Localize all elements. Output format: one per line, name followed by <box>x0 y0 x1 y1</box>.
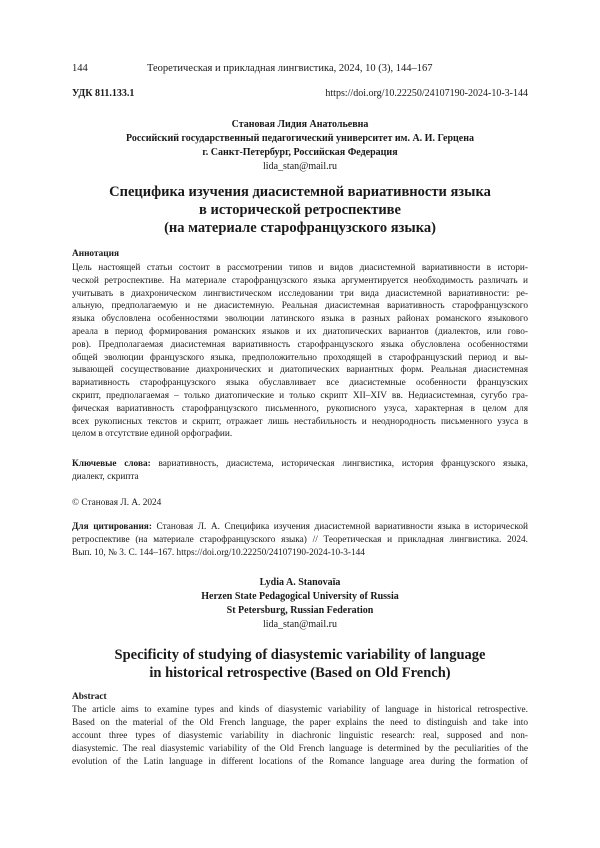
affiliation-ru: Российский государственный педагогический университет им. А. И. Герцена <box>125 133 475 144</box>
abstract-line: альную, предполагаемую и не диасистемную. Реальная диасистемная вариативность старофранцузского <box>72 301 528 312</box>
keywords-ru <box>72 458 528 484</box>
location-en: St Petersburg, Russian Federation <box>226 605 374 616</box>
title-ru-line: в исторической ретроспективе <box>199 202 401 218</box>
abstract-line: evolution of the Latin language in different locations of the Romance language area during the formation of <box>72 757 528 767</box>
abstract-ru-text <box>72 262 528 441</box>
citation-text: Становая Л. А. Специфика изучения диасистемной вариативности языка в исторической <box>156 522 528 532</box>
abstract-line: фическая вариативность старофранцузского письменного, рукописного узуса, характерная в целом для <box>72 403 528 414</box>
keywords-label: Ключевые слова: <box>72 459 151 469</box>
abstract-en-text <box>72 704 528 769</box>
udc-code: УДК 811.133.1 <box>72 88 135 99</box>
abstract-line: общей эволюции французского языка, предположительно проходящей в старофранцузский период и вы- <box>72 352 528 363</box>
doi-link[interactable]: https://doi.org/10.22250/24107190-2024-10-3-144 <box>325 88 528 99</box>
author-email-ru[interactable]: lida_stan@mail.ru <box>263 161 337 172</box>
citation-text: Вып. 10, № 3. С. 144–167. https://doi.org/10.22250/24107190-2024-10-3-144 <box>72 548 365 558</box>
copyright-notice: © Становая Л. А. 2024 <box>72 498 162 508</box>
affiliation-en: Herzen State Pedagogical University of Russia <box>201 591 399 602</box>
page-number: 144 <box>72 63 88 74</box>
abstract-line: ареала в период формирования романских языков и их диатопических вариантов (диалектов, или гово- <box>72 326 528 337</box>
author-block-en <box>72 576 528 632</box>
abstract-en-heading: Abstract <box>72 692 107 702</box>
author-name-en: Lydia A. Stanovaïa <box>259 577 341 588</box>
journal-citation-line: Теоретическая и прикладная лингвистика, 2024, 10 (3), 144–167 <box>147 63 433 74</box>
article-title-en <box>72 646 528 682</box>
abstract-line: ческой ретроспективе. На материале старофранцузского языка аргументируется необходимость различать и <box>72 275 528 286</box>
abstract-line: учитывать в диахроническом лингвистическом исследовании три вида диасистемной вариативности: ре- <box>72 288 528 299</box>
abstract-line: diasystemic. The real diasystemic variability of the Old French language is determined by the peculiarities of the <box>72 744 528 754</box>
abstract-line: ров). Предполагаемая диасистемная вариативность старофранцузского языка обусловлена особенностями <box>72 339 528 350</box>
article-title-ru <box>72 183 528 237</box>
abstract-ru-heading: Аннотация <box>72 249 120 259</box>
author-email-en[interactable]: lida_stan@mail.ru <box>263 619 337 630</box>
abstract-line: account three types of diasystemic variability in diachronic linguistic research: real, supposed and non- <box>72 731 528 741</box>
citation-text: ретроспективе (на материале старофранцузского языка) // Теоретическая и прикладная лингвистика. 2024. <box>72 535 528 545</box>
abstract-line: скрипт, предполагаемая – только диатопические и только скрипт XII–XIV вв. Недиасистемная, сугубо гра- <box>72 390 528 401</box>
keywords-text: диалект, скрипта <box>72 472 139 482</box>
location-ru: г. Санкт-Петербург, Российская Федерация <box>202 147 398 158</box>
abstract-line: Цель настоящей статьи состоит в рассмотрении типов и видов диасистемной вариативности в истори- <box>72 263 528 273</box>
title-ru-line: Специфика изучения диасистемной вариативности языка <box>109 184 491 200</box>
title-ru-line: (на материале старофранцузского языка) <box>164 220 436 236</box>
keywords-text: вариативность, диасистема, историческая лингвистика, история французского языка, <box>158 459 528 469</box>
title-en-line: Specificity of studying of diasystemic variability of language <box>114 647 486 663</box>
abstract-line: The article aims to examine types and kinds of diasystemic variability of language in historical retrospective. <box>72 705 528 715</box>
title-en-line: in historical retrospective (Based on Old French) <box>149 665 451 681</box>
abstract-line: целом в отсутствие единой орфографии. <box>72 429 233 440</box>
abstract-line: зывающей сосуществование диахронических и диатопических вариантных форм. Реальная диасистемная <box>72 365 528 376</box>
abstract-line: вариативность старофранцузского языка обуславливает все диасистемные особенности французских <box>72 378 528 389</box>
citation-block <box>72 521 528 560</box>
abstract-line: Based on the material of the Old French language, the paper explains the need to distinguish and take into <box>72 718 528 728</box>
citation-label: Для цитирования: <box>72 522 152 532</box>
author-block-ru <box>72 118 528 174</box>
abstract-line: всех рукописных текстов и скрипт, отражает лишь нестабильность и неоднородность письменного узуса в <box>72 416 528 427</box>
abstract-line: языка обусловлена особенностями эволюции латинского языка в разных районах романского языкового <box>72 314 528 325</box>
author-name-ru: Становая Лидия Анатольевна <box>231 119 369 130</box>
